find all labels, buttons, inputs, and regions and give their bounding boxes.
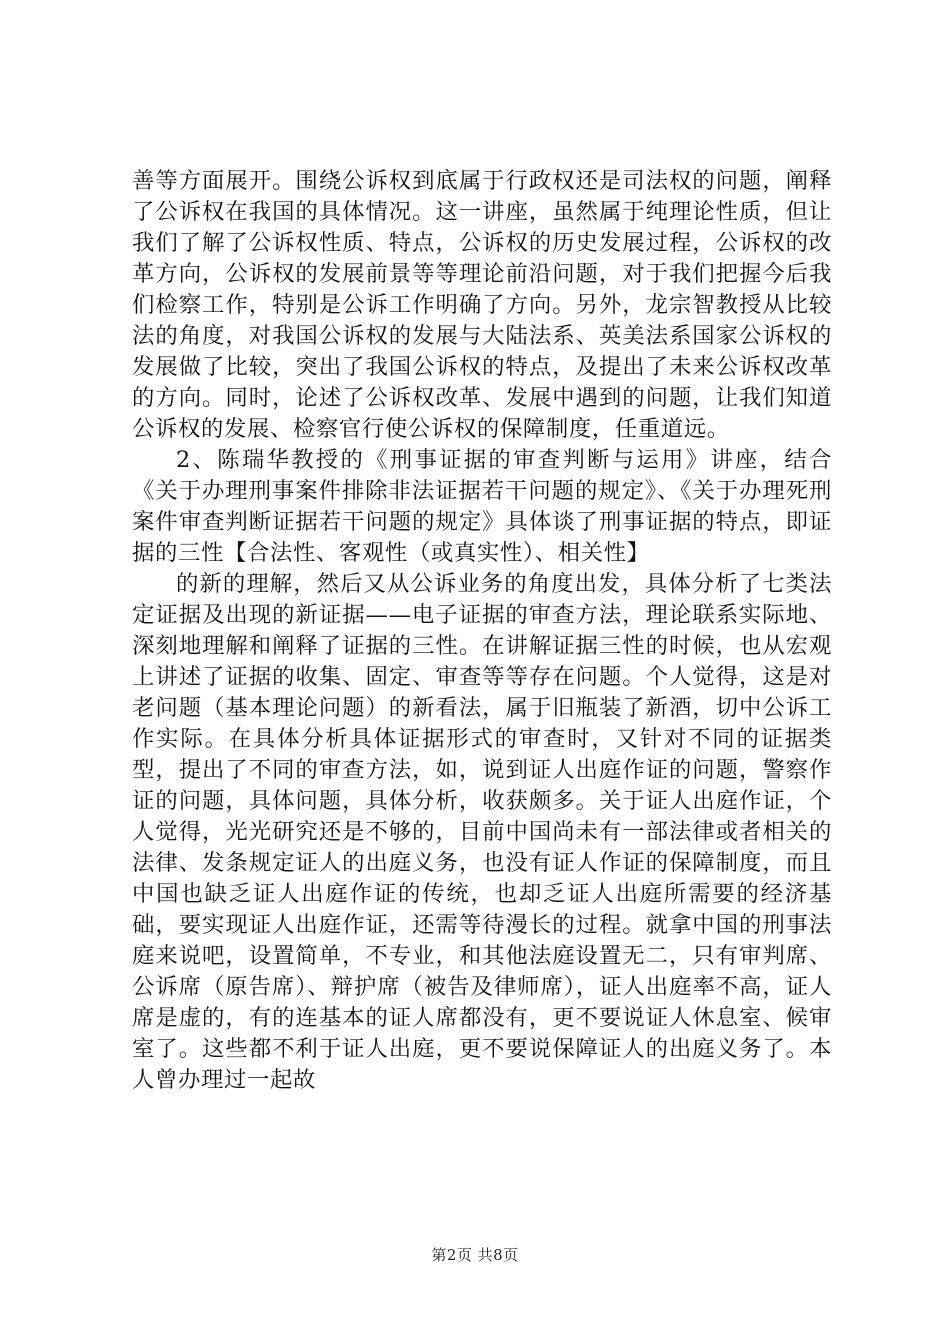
document-body: [132, 166, 832, 1096]
page-number-footer: 第2页 共8页: [431, 1246, 519, 1264]
paragraph-continuation: 善等方面展开。围绕公诉权到底属于行政权还是司法权的问题，阐释了公诉权在我国的具体情况。这一讲座，虽然属于纯理论性质，但让我们了解了公诉权性质、特点，公诉权的历史发展过程，公诉权的改革方向，公诉权的发展前景等等理论前沿问题，对于我们把握今后我们检察工作，特别是公诉工作明确了方向。另外，龙宗智教授从比较法的角度，对我国公诉权的发展与大陆法系、英美法系国家公诉权的发展做了比较，突出了我国公诉权的特点，及提出了未来公诉权改革的方向。同时，论述了公诉权改革、发展中遇到的问题，让我们知道公诉权的发展、检察官行使公诉权的保障制度，任重道远。: [132, 168, 832, 442]
paragraph-continued: 的新的理解，然后又从公诉业务的角度出发，具体分析了七类法定证据及出现的新证据——电子证据的审查方法，理论联系实际地、深刻地理解和阐释了证据的三性。在讲解证据三性的时候，也从宏观上讲述了证据的收集、固定、审查等等存在问题。个人觉得，这是对老问题（基本理论问题）的新看法，属于旧瓶装了新酒，切中公诉工作实际。在具体分析具体证据形式的审查时，又针对不同的证据类型，提出了不同的审查方法，如，说到证人出庭作证的问题，警察作证的问题，具体问题，具体分析，收获颇多。关于证人出庭作证，个人觉得，光光研究还是不够的，目前中国尚未有一部法律或者相关的法律、发条规定证人的出庭义务，也没有证人作证的保障制度，而且中国也缺乏证人出庭作证的传统，也却乏证人出庭所需要的经济基础，要实现证人出庭作证，还需等待漫长的过程。就拿中国的刑事法庭来说吧，设置简单，不专业，和其他法庭设置无二，只有审判席、公诉席（原告席）、辩护席（被告及律师席），证人出庭率不高，证人席是虚的，有的连基本的证人席都没有，更不要说证人休息室、候审室了。这些都不利于证人出庭，更不要说保障证人的出庭义务了。本人曾办理过一起故: [132, 571, 832, 1093]
paragraph-item-2: 2、陈瑞华教授的《刑事证据的审查判断与运用》讲座，结合《关于办理刑事案件排除非法证据若干问题的规定》、《关于办理死刑案件审查判断证据若干问题的规定》具体谈了刑事证据的特点，即证据的三性【合法性、客观性（或真实性）、相关性】: [132, 447, 832, 566]
